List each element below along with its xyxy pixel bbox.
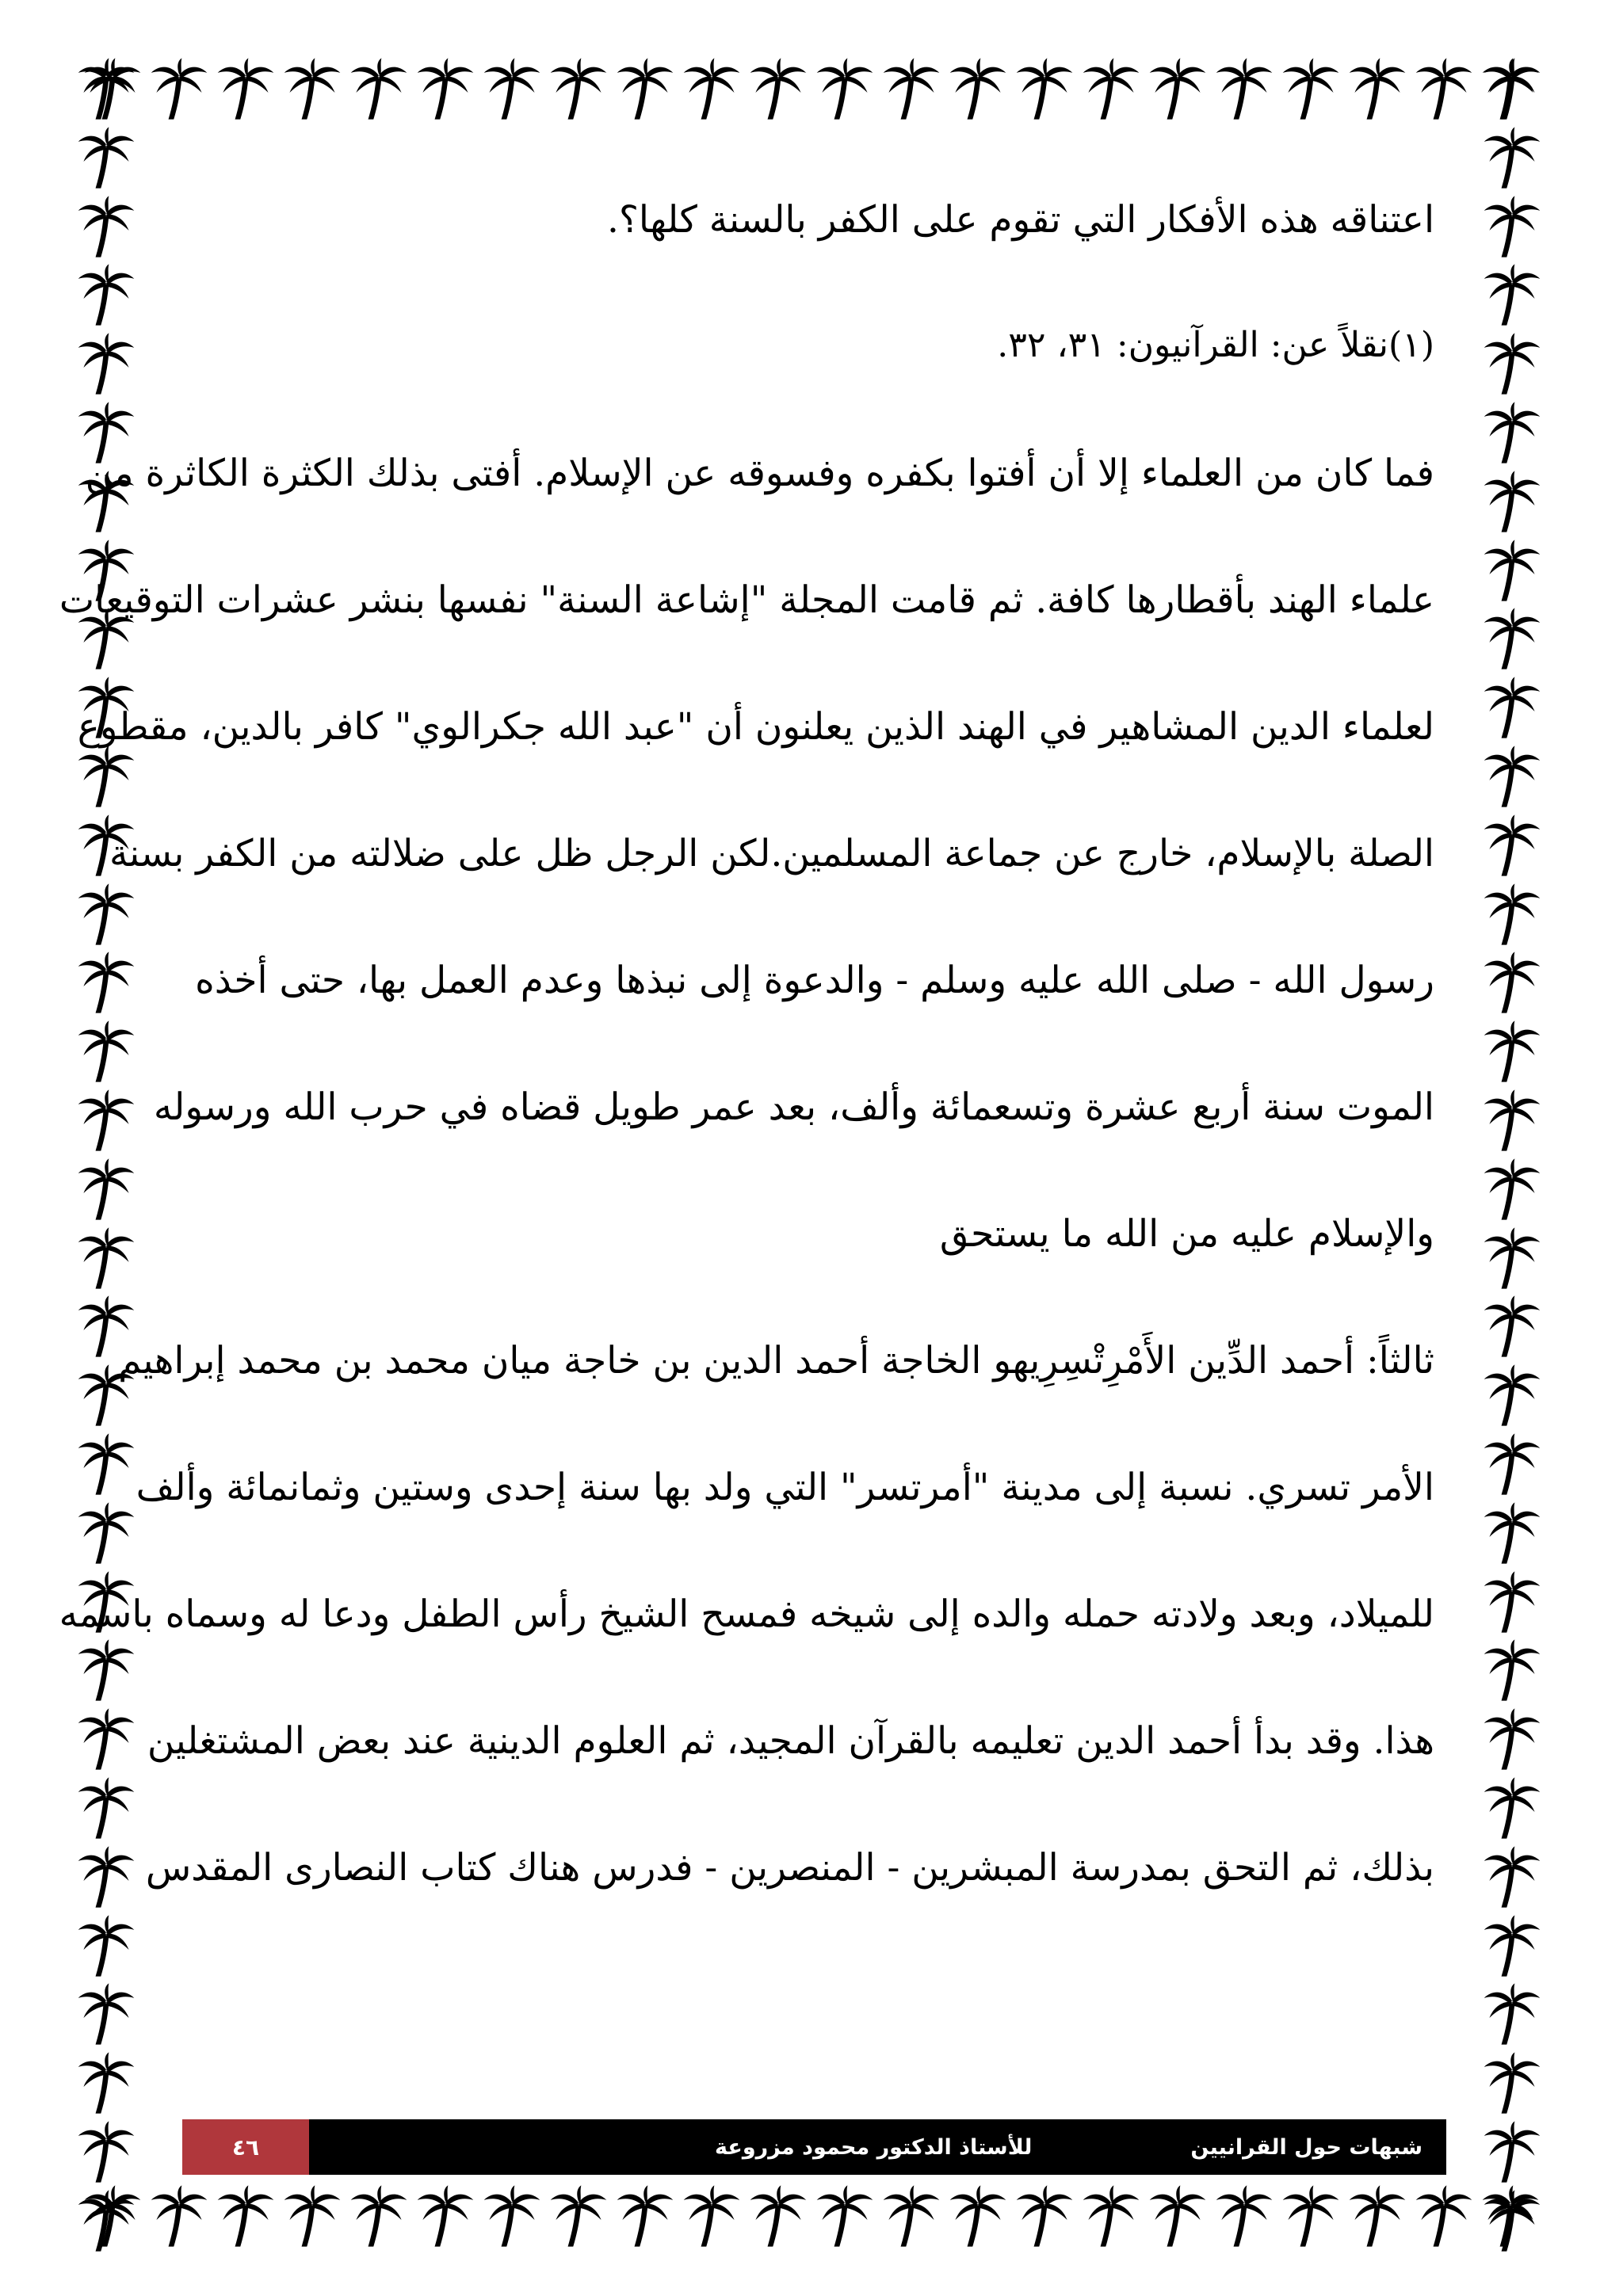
palm-tree-icon <box>1078 55 1144 122</box>
palm-tree-icon <box>479 2183 545 2249</box>
palm-tree-icon <box>73 949 139 1016</box>
palm-tree-icon <box>73 1706 139 1772</box>
palm-tree-icon <box>73 1500 139 1566</box>
palm-tree-icon <box>1144 55 1211 122</box>
palm-tree-icon <box>412 55 479 122</box>
palm-tree-icon <box>1211 2183 1277 2249</box>
palm-tree-icon <box>1479 949 1545 1016</box>
palm-tree-icon <box>1277 2183 1344 2249</box>
palm-tree-icon <box>1479 674 1545 741</box>
text-line: بذلك، ثم التحق بمدرسة المبشرين - المنصرين - فدرس هناك كتاب النصارى المقدس <box>145 1846 1434 1890</box>
palm-tree-icon <box>146 55 212 122</box>
palm-tree-icon <box>1479 330 1545 397</box>
text-line: علماء الهند بأقطارها كافة. ثم قامت المجلة "إشاعة السنة" نفسها بنشر عشرات التوقيعات <box>59 578 1434 622</box>
palm-tree-icon <box>346 55 412 122</box>
palm-tree-icon <box>412 2183 479 2249</box>
palm-tree-icon <box>545 55 612 122</box>
palm-tree-icon <box>1479 743 1545 810</box>
page-footer <box>182 2119 1446 2175</box>
palm-tree-icon <box>73 261 139 328</box>
palm-tree-icon <box>1411 2183 1477 2249</box>
border-bottom <box>79 2183 1544 2254</box>
text-line: رسول الله - صلى الله عليه وسلم - والدعوة إلى نبذها وعدم العمل بها، حتى أخذه <box>195 959 1434 1002</box>
page-number-badge <box>182 2119 309 2175</box>
palm-tree-icon <box>1479 1981 1545 2047</box>
palm-tree-icon <box>612 2183 678 2249</box>
palm-tree-icon <box>73 330 139 397</box>
palm-tree-icon <box>1479 2050 1545 2116</box>
palm-tree-icon <box>73 2187 139 2254</box>
palm-tree-icon <box>1479 605 1545 672</box>
palm-tree-icon <box>1144 2183 1211 2249</box>
palm-tree-icon <box>73 1018 139 1085</box>
palm-tree-icon <box>73 124 139 191</box>
palm-tree-icon <box>73 193 139 260</box>
palm-tree-icon <box>745 2183 812 2249</box>
palm-tree-icon <box>1479 55 1545 122</box>
palm-tree-icon <box>73 55 139 122</box>
palm-tree-icon <box>1479 1775 1545 1841</box>
palm-tree-icon <box>1479 124 1545 191</box>
footnote: (١)نقلاً عن: القرآنيون: ٣١، ٣٢. <box>997 325 1434 365</box>
page-body <box>59 198 1434 1973</box>
text-line: لعلماء الدين المشاهير في الهند الذين يعلنون أن "عبد الله جكرالوي" كافر بالدين، مقطوع <box>77 705 1434 749</box>
palm-tree-icon <box>945 2183 1011 2249</box>
text-line: هذا. وقد بدأ أحمد الدين تعليمه بالقرآن المجيد، ثم العلوم الدينية عند بعض المشتغلين <box>147 1719 1434 1763</box>
palm-tree-icon <box>479 55 545 122</box>
palm-tree-icon <box>73 1775 139 1841</box>
palm-tree-icon <box>1479 1569 1545 1635</box>
palm-tree-icon <box>1479 812 1545 879</box>
palm-tree-icon <box>1479 261 1545 328</box>
palm-tree-icon <box>1479 881 1545 948</box>
palm-tree-icon <box>279 2183 346 2249</box>
palm-tree-icon <box>73 1844 139 1910</box>
palm-tree-icon <box>1479 1018 1545 1085</box>
palm-tree-icon <box>73 2050 139 2116</box>
palm-tree-icon <box>1479 1362 1545 1428</box>
palm-tree-icon <box>1479 1431 1545 1497</box>
palm-tree-icon <box>945 55 1011 122</box>
palm-tree-icon <box>1479 1706 1545 1772</box>
palm-tree-icon <box>1479 1500 1545 1566</box>
palm-tree-icon <box>73 743 139 810</box>
palm-tree-icon <box>678 55 745 122</box>
palm-tree-icon <box>73 1913 139 1979</box>
palm-tree-icon <box>745 55 812 122</box>
palm-tree-icon <box>73 1087 139 1154</box>
text-line: والإسلام عليه من الله ما يستحق <box>939 1212 1434 1256</box>
palm-tree-icon <box>1479 1913 1545 1979</box>
palm-tree-icon <box>1078 2183 1144 2249</box>
palm-tree-icon <box>1479 1844 1545 1910</box>
palm-tree-icon <box>1479 399 1545 466</box>
palm-tree-icon <box>1411 55 1477 122</box>
palm-tree-icon <box>279 55 346 122</box>
palm-tree-icon <box>1479 2187 1545 2254</box>
palm-tree-icon <box>1479 1293 1545 1360</box>
palm-tree-icon <box>1277 55 1344 122</box>
palm-tree-icon <box>1479 1225 1545 1291</box>
text-line: الأمر تسري. نسبة إلى مدينة "أمرتسر" التي ولد بها سنة إحدى وستين وثمانمائة وألف <box>136 1466 1434 1509</box>
palm-tree-icon <box>346 2183 412 2249</box>
palm-tree-icon <box>73 1156 139 1222</box>
palm-tree-icon <box>73 1431 139 1497</box>
border-right <box>1479 55 1550 2254</box>
palm-tree-icon <box>1479 1156 1545 1222</box>
palm-tree-icon <box>1479 468 1545 535</box>
palm-tree-icon <box>73 2119 139 2185</box>
palm-tree-icon <box>545 2183 612 2249</box>
palm-tree-icon <box>1479 1637 1545 1703</box>
palm-tree-icon <box>73 881 139 948</box>
palm-tree-icon <box>678 2183 745 2249</box>
palm-tree-icon <box>878 2183 945 2249</box>
footer-book-title: شبهات حول القرانيين <box>1190 2134 1423 2160</box>
palm-tree-icon <box>146 2183 212 2249</box>
border-top <box>79 55 1544 127</box>
palm-tree-icon <box>1344 2183 1411 2249</box>
palm-tree-icon <box>73 1981 139 2047</box>
text-line: للميلاد، وبعد ولادته حمله والده إلى شيخه فمسح الشيخ رأس الطفل ودعا له وسماه باسمه <box>59 1592 1434 1636</box>
palm-tree-icon <box>73 1637 139 1703</box>
text-line: اعتناقه هذه الأفكار التي تقوم على الكفر بالسنة كلها؟. <box>607 198 1434 242</box>
palm-tree-icon <box>1479 193 1545 260</box>
palm-tree-icon <box>1344 55 1411 122</box>
palm-tree-icon <box>1011 55 1078 122</box>
palm-tree-icon <box>812 55 878 122</box>
palm-tree-icon <box>1479 2119 1545 2185</box>
text-line: الصلة بالإسلام، خارج عن جماعة المسلمين.لكن الرجل ظل على ضلالته من الكفر بسنة <box>109 832 1434 875</box>
palm-tree-icon <box>612 55 678 122</box>
palm-tree-icon <box>1011 2183 1078 2249</box>
text-line: الموت سنة أربع عشرة وتسعمائة وألف، بعد عمر طويل قضاه في حرب الله ورسوله <box>153 1085 1434 1129</box>
palm-tree-icon <box>1479 1087 1545 1154</box>
footer-author: للأستاذ الدكتور محمود مزروعة <box>715 2134 1033 2160</box>
palm-tree-icon <box>812 2183 878 2249</box>
palm-tree-icon <box>1479 537 1545 604</box>
page-number: ٤٦ <box>231 2134 260 2161</box>
palm-tree-icon <box>212 2183 279 2249</box>
palm-tree-icon <box>73 1225 139 1291</box>
palm-tree-icon <box>212 55 279 122</box>
palm-tree-icon <box>878 55 945 122</box>
text-line: فما كان من العلماء إلا أن أفتوا بكفره وفسوقه عن الإسلام. أفتى بذلك الكثرة الكاثرة من <box>85 452 1434 495</box>
footer-bar <box>309 2119 1446 2175</box>
text-line: ثالثاً: أحمد الدِّين الأَمْرِتْسِرِيهو الخاجة أحمد الدين بن خاجة ميان محمد بن محمد إبراهيم <box>118 1339 1434 1383</box>
palm-tree-icon <box>1211 55 1277 122</box>
border-left <box>73 55 144 2254</box>
